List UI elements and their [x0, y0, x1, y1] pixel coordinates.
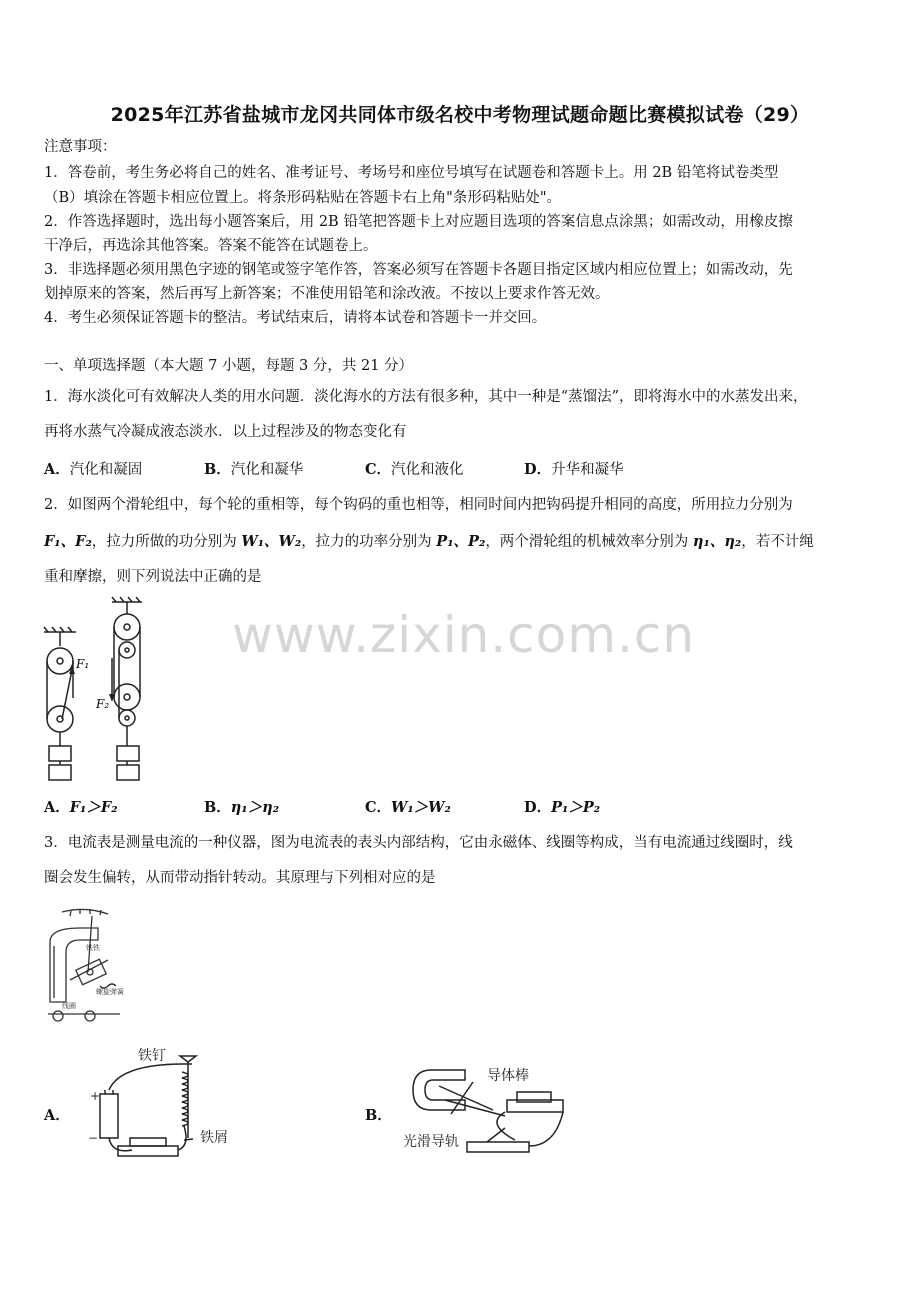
f2-label: F₂: [96, 697, 110, 711]
q2-option-d: D．P₁＞P₂: [524, 799, 601, 816]
pulley-figure: [40, 598, 160, 788]
question-1-text: 1．海水淡化可有效解决人类的用水问题．淡化海水的方法有很多种，其中一种是“蒸馏法”，即将海水中的水蒸发出来，: [44, 389, 808, 405]
question-2-text: F₁、F₂，拉力所做的功分别为 W₁、W₂，拉力的功率分别为 P₁、P₂，两个滑轮组的机械效率分别为 η₁、η₂，若不计绳: [44, 533, 814, 550]
notice-line: 1．答卷前，考生务必将自己的姓名、准考证号、考场号和座位号填写在试题卷和答题卡上。用 2B 铅笔将试卷类型: [44, 165, 779, 181]
question-3-text: 3．电流表是测量电流的一种仪器，图为电流表的表头内部结构，它由永磁体、线圈等构成，当有电流通过线圈时，线: [44, 835, 793, 851]
question-2-text: 重和摩擦，则下列说法中正确的是: [44, 569, 262, 585]
plus-sign: +: [90, 1089, 101, 1103]
question-1-text: 再将水蒸气冷凝成液态淡水．以上过程涉及的物态变化有: [44, 424, 407, 440]
q1-option-c: C．汽化和液化: [365, 461, 464, 478]
nail-label: 铁钉: [138, 1048, 166, 1064]
section-title: 一、单项选择题（本大题 7 小题，每题 3 分，共 21 分）: [44, 358, 414, 374]
q2-option-a: A．F₁＞F₂: [44, 799, 118, 816]
filings-label: 铁屑: [200, 1130, 228, 1146]
rail-label: 光滑导轨: [403, 1134, 459, 1150]
q3-option-b-key: B．: [365, 1107, 392, 1124]
iron-label: 铁铁: [86, 944, 100, 952]
notice-line: 2．作答选择题时，选出每小题答案后，用 2B 铅笔把答题卡上对应题目选项的答案信息点涂黑；如需改动，用橡皮擦: [44, 214, 793, 230]
rod-label: 导体棒: [487, 1068, 529, 1084]
q2-option-b: B．η₁＞η₂: [204, 799, 280, 816]
conductor-rod-figure: [395, 1060, 585, 1160]
notice-line: （B）填涂在答题卡相应位置上。将条形码粘贴在答题卡右上角"条形码粘贴处"。: [44, 190, 561, 206]
notice-line: 干净后，再选涂其他答案。答案不能答在试题卷上。: [44, 238, 378, 254]
electromagnet-figure: [80, 1042, 270, 1167]
notice-line: 3．非选择题必须用黑色字迹的钢笔或签字笔作答，答案必须写在答题卡各题目指定区域内相应位置上；如需改动，先: [44, 262, 793, 278]
notice-line: 划掉原来的答案，然后再写上新答案；不准使用铅笔和涂改液。不按以上要求作答无效。: [44, 286, 610, 302]
q1-option-b: B．汽化和凝华: [204, 461, 304, 478]
question-2-text: 2．如图两个滑轮组中，每个轮的重相等，每个钩码的重也相等，相同时间内把钩码提升相同的高度，所用拉力分别为: [44, 497, 793, 513]
minus-sign: −: [88, 1131, 99, 1145]
q1-option-d: D．升华和凝华: [524, 461, 624, 478]
q3-option-a-key: A．: [44, 1107, 70, 1124]
notice-heading: 注意事项：: [44, 139, 117, 155]
q2-option-c: C．W₁＞W₂: [365, 799, 451, 816]
f1-label: F₁: [76, 657, 90, 671]
q1-option-a: A．汽化和凝固: [44, 461, 143, 478]
notice-line: 4．考生必须保证答题卡的整洁。考试结束后，请将本试卷和答题卡一并交回。: [44, 310, 547, 326]
ammeter-figure: [40, 902, 130, 1026]
question-3-text: 圈会发生偏转，从而带动指针转动。其原理与下列相对应的是: [44, 870, 436, 886]
watermark: www.zixin.com.cn: [232, 606, 696, 664]
coil-label: 线圈: [62, 1002, 76, 1010]
spring-label: 螺旋弹簧: [96, 988, 124, 996]
page-title: 2025年江苏省盐城市龙冈共同体市级名校中考物理试题命题比赛模拟试卷（29）: [110, 104, 810, 126]
